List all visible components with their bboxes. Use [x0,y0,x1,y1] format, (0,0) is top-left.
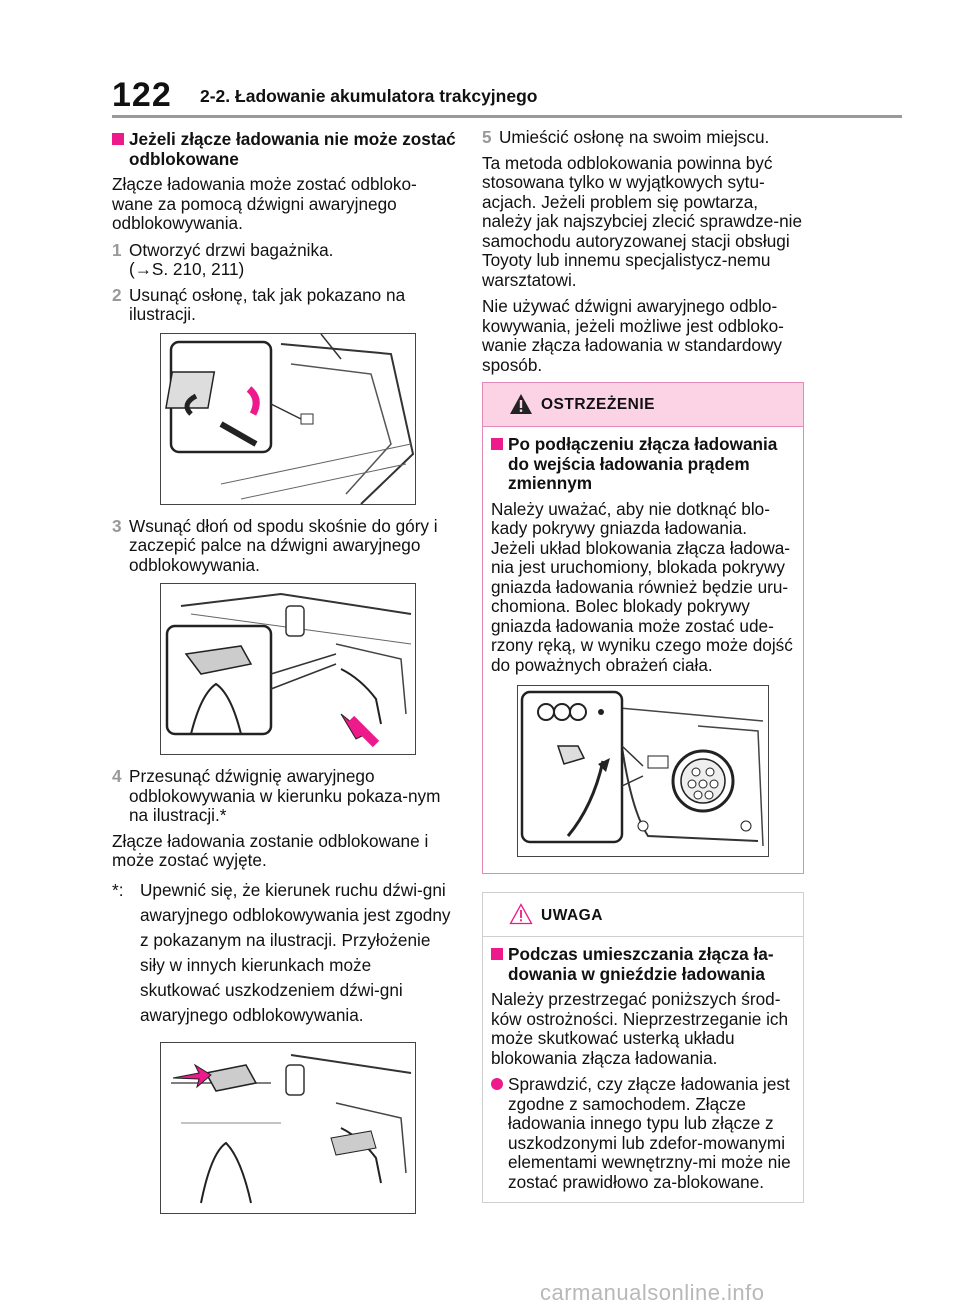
step-4: 4 Przesunąć dźwignię awaryjnego odblokowywania w kierunku pokaza-nym na ilustracji.* [112,766,441,825]
right-column [482,124,804,1203]
watermark: carmanualsonline.info [540,1280,765,1305]
section-title: 2-2. Ładowanie akumulatora trakcyjnego [200,86,538,106]
page-reference: (→S. 210, 211) [129,259,245,279]
illustration-charging-inlet [517,685,769,857]
caution-header [483,893,803,937]
step-1: 1 Otworzyć drzwi bagażnika. (→S. 210, 211) [112,241,456,280]
step-2: 2 Usunąć osłonę, tak jak pokazano na ilustracji. [112,284,406,324]
step-5: 5 Umieścić osłonę na swoim miejscu. [482,127,770,147]
caution-bullet: Sprawdzić, czy złącze ładowania jest zgodne z samochodem. Złącze ładowania innego typu lub złącze z uszkodzonymi lub zdefor-mowanymi elementami wewnętrzny-mi może nie zostać prawidłowo za-blokowane. [491,1075,795,1192]
footnote: *: Upewnić się, że kierunek ruchu dźwi-gni awaryjnego odblokowywania jest zgodny z pokazanym na ilustracji. Przyłożenie siły w innych kierunkach może skutkować uszkodzeniem dźwi-gni awaryjnego odblokowywania. [112,879,451,1025]
square-bullet-icon [112,133,124,145]
intro-paragraph: Złącze ładowania może zostać odbloko-wane za pomocą dźwigni awaryjnego odblokowywania. [112,174,417,233]
illustration-slide-lever [160,1042,416,1214]
caution-subheading: Podczas umieszczania złącza ła-dowania w gnieździe ładowania [491,945,795,984]
warning-triangle-icon [509,393,533,415]
warning-text: Należy uważać, aby nie dotknąć blo-kady pokrywy gniazda ładowania. Jeżeli układ blokowania złącza ładowa-nia jest uruchomiony, blokada pokrywy gniazda ładowania również będzie uru-chomiona. Bolec blokady pokrywy gniazda ładowania może zostać ude-rzony ręką, w wyniku czego może dojść do poważnych obrażeń ciała. [491,498,793,675]
warning-header [483,383,803,427]
round-bullet-icon [491,1078,503,1090]
square-bullet-icon [491,438,503,450]
subheading: Jeżeli złącze ładowania nie może zostać odblokowane [112,130,456,169]
step-3: 3 Wsunąć dłoń od spodu skośnie do góry i zaczepić palce na dźwigni awaryjnego odblokowywania. [112,515,438,575]
warning-body [483,427,803,873]
page-number: 122 [112,76,172,114]
warning-title: OSTRZEŻENIE [541,396,656,413]
warning-subheading: Po podłączeniu złącza ładowania do wejścia ładowania prądem zmiennym [491,435,795,494]
caution-title: UWAGA [541,907,603,924]
illustration-remove-cover [160,333,416,505]
caution-triangle-icon [509,903,533,925]
caution-text: Należy przestrzegać poniższych środ-ków ostrożności. Nieprzestrzeganie ich może skutkować usterką układu blokowania złącza ładowania. [491,989,789,1068]
result-paragraph: Złącze ładowania zostanie odblokowane i może zostać wyjęte. [112,830,429,870]
header-rule [112,115,902,118]
warning-box [482,382,804,874]
square-bullet-icon [491,948,503,960]
illustration-reach-lever [160,583,416,755]
page-header [112,76,902,116]
left-column [112,124,456,1226]
caution-body [483,937,803,1202]
exceptional-method-paragraph: Ta metoda odblokowania powinna być stosowana tylko w wyjątkowych sytu-acjach. Jeżeli problem się powtarza, należy jak najszybciej zlecić sprawdze-nie samochodu autoryzowanej stacji obsługi Toyoty lub innemu specjalistycz-nemu warsztatowi. [482,152,803,290]
do-not-use-paragraph: Nie używać dźwigni awaryjnego odblo-kowywania, jeżeli możliwe jest odbloko-wanie złącza ładowania w standardowy sposób. [482,296,784,375]
caution-box [482,892,804,1203]
